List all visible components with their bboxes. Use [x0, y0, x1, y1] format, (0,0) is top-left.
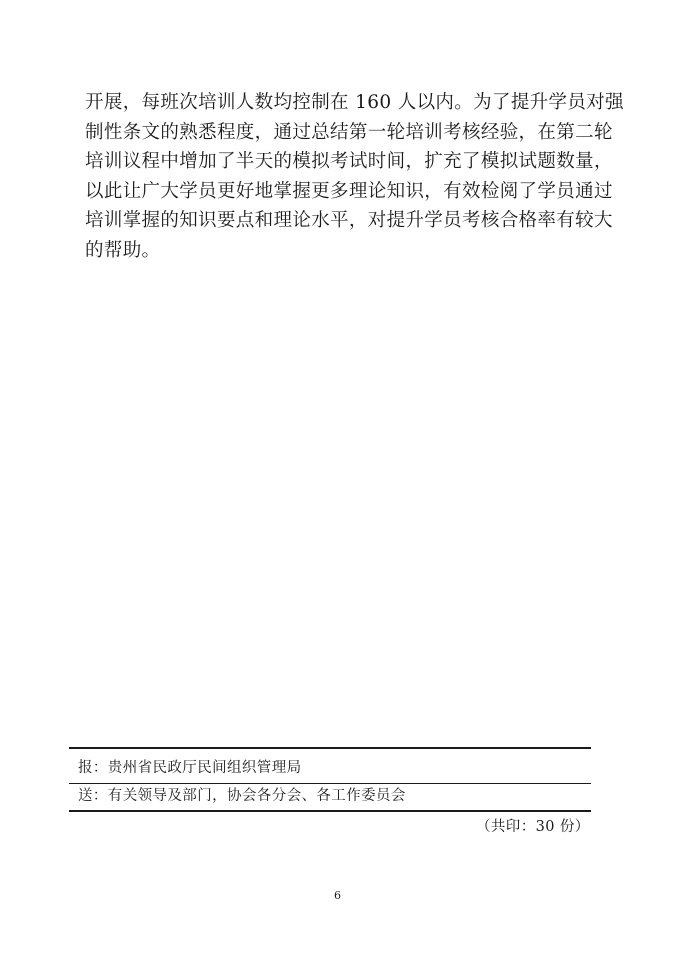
body-line: 的帮助。 [85, 239, 161, 261]
page-number: 6 [334, 889, 341, 902]
body-line: 以此让广大学员更好地掌握更多理论知识，有效检阅了学员通过 [85, 180, 613, 202]
send-to-line: 送：有关领导及部门，协会各分会、各工作委员会 [69, 783, 591, 808]
report-to-line: 报：贵州省民政厅民间组织管理局 [78, 760, 302, 776]
distribution-block [69, 747, 591, 812]
body-line: 制性条文的熟悉程度，通过总结第一轮培训考核经验，在第二轮 [85, 121, 613, 143]
print-copies-note: （共印：30 份） [476, 819, 590, 835]
body-line: 开展，每班次培训人数均控制在 160 人以内。为了提升学员对强 [85, 92, 624, 113]
body-paragraph [85, 88, 624, 266]
body-line: 培训议程中增加了半天的模拟考试时间，扩充了模拟试题数量， [85, 151, 613, 173]
body-line: 培训掌握的知识要点和理论水平，对提升学员考核合格率有较大 [85, 210, 613, 232]
